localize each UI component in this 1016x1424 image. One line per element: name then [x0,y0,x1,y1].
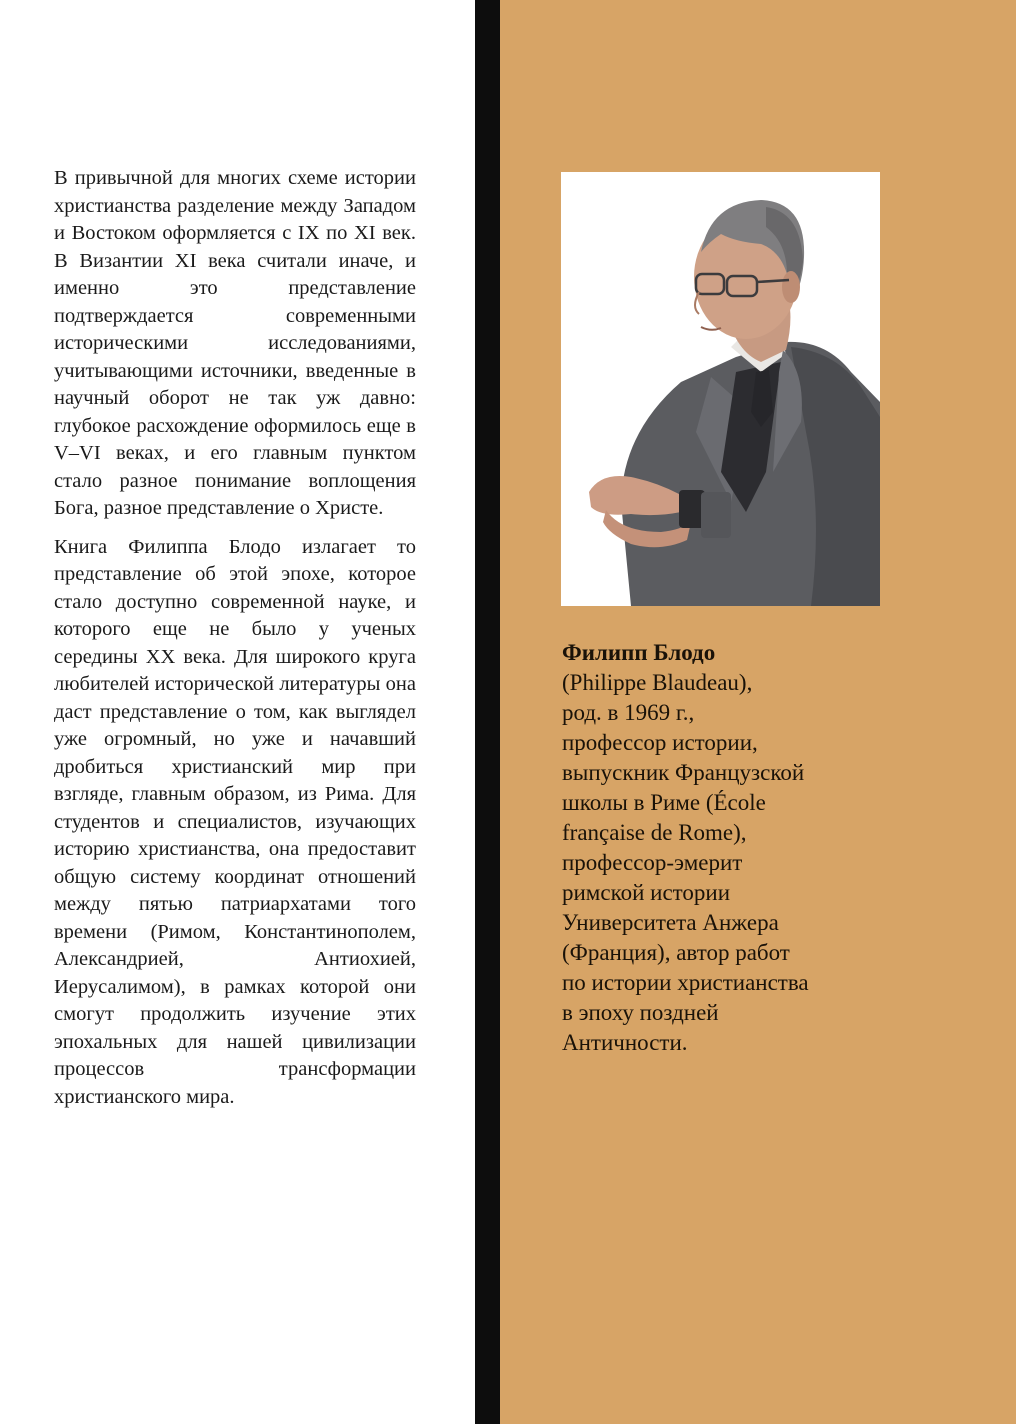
bio-line: française de Rome), [562,820,747,845]
bio-line: выпускник Французской [562,760,805,785]
author-photo [561,172,880,606]
author-bio [562,638,892,1058]
bio-line: Античности. [562,1030,688,1055]
bio-line: школы в Риме (École [562,790,766,815]
bio-line: Университета Анжера [562,910,779,935]
back-cover-left-panel [0,0,475,1424]
annotation-paragraph-2: Книга Филиппа Блодо излагает то представление об этой эпохе, которое стало доступно современной науке, и которого еще не было у ученых середины XX века. Для широкого круга любителей исторической литературы она даст представление о том, как выглядел уже огромный, но уже и начавший дробиться христианский мир при взгляде, главным образом, из Рима. Для студентов и специалистов, изучающих историю христианства, она предоставит общую систему координат отношений между пятью патриархатами того времени (Римом, Константинополем, Александрией, Антиохией, Иерусалимом), в рамках которой они смогут продолжить изучение этих эпохальных для нашей цивилизации процессов трансформации христианского мира. [54,535,416,1108]
bio-line: профессор истории, [562,730,758,755]
bio-line: по истории христианства [562,970,809,995]
bio-line: (Франция), автор работ [562,940,790,965]
bio-line: в эпоху поздней [562,1000,719,1025]
bio-line: римской истории [562,880,731,905]
annotation-paragraph-1: В привычной для многих схеме истории христианства разделение между Западом и Востоком оформляется с IX по XI век. В Византии XI века считали иначе, и именно это представление подтверждается современными историческими исследованиями, учитывающими источники, введенные в научный оборот не так уж давно: глубокое расхождение оформилось еще в V–VI веках, и его главным пунктом стало разное понимание воплощения Бога, разное представление о Христе. [54,167,416,519]
bio-line: (Philippe Blaudeau), [562,670,753,695]
spine-stripe [475,0,500,1424]
bio-line: род. в 1969 г., [562,700,695,725]
author-name: Филипп Блодо [562,640,716,665]
annotation-text [54,165,416,1111]
bio-line: профессор-эмерит [562,850,743,875]
